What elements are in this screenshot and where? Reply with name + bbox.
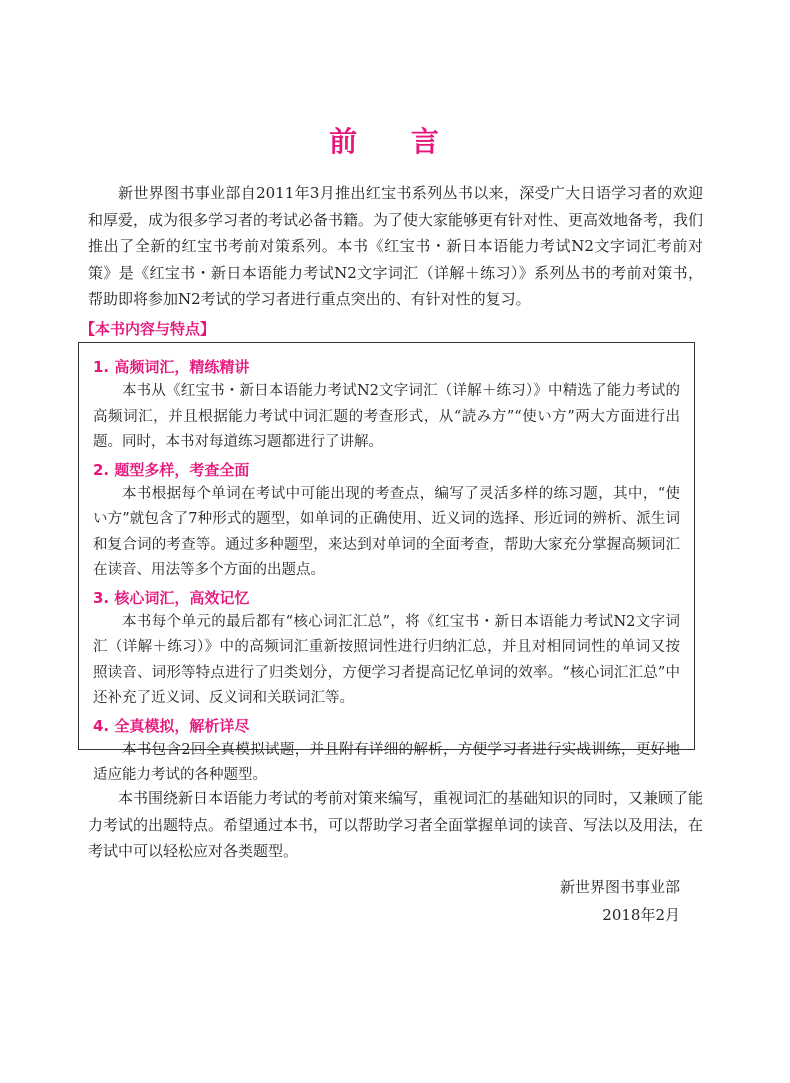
signature-organization: 新世界图书事业部	[559, 878, 680, 896]
intro-paragraph: 新世界图书事业部自2011年3月推出红宝书系列丛书以来，深受广大日语学习者的欢迎和厚爱，成为很多学习者的考试必备书籍。为了使大家能够更有针对性、更高效地备考，我们推出了全新的红宝书考前对策系列。本书《红宝书・新日本语能力考试N2文字词汇考前对策》是《红宝书・新日本语能力考试N2文字词汇（详解＋练习）》系列丛书的考前对策书，帮助即将参加N2考试的学习者进行重点突出的、有针对性的复习。	[88, 184, 704, 308]
closing-paragraph: 本书围绕新日本语能力考试的考前对策来编写，重视词汇的基础知识的同时，又兼顾了能力考试的出题特点。希望通过本书，可以帮助学习者全面掌握单词的读音、写法以及用法，在考试中可以轻松应对各类题型。	[88, 789, 704, 860]
section-label: 【本书内容与特点】	[80, 320, 216, 338]
page-title: 前 言	[329, 125, 461, 158]
feature-body: 本书根据每个单词在考试中可能出现的考查点，编写了灵活多样的练习题，其中，“使い方”就包含了7种形式的题型，如单词的正确使用、近义词的选择、形近词的辨析、派生词和复合词的考查等。通过多种题型，来达到对单词的全面考查，帮助大家充分掌握高频词汇在读音、用法等多个方面的出题点。	[93, 485, 680, 578]
feature-item	[93, 355, 680, 456]
feature-body: 本书包含2回全真模拟试题，并且附有详细的解析，方便学习者进行实战训练，更好地适应能力考试的各种题型。	[93, 741, 680, 783]
signature-date: 2018年2月	[602, 906, 680, 924]
feature-heading: 2. 题型多样，考查全面	[93, 460, 250, 479]
feature-heading: 4. 全真模拟，解析详尽	[93, 716, 250, 735]
feature-item	[93, 458, 680, 584]
feature-heading: 1. 高频词汇，精练精讲	[93, 358, 250, 376]
feature-item	[93, 714, 680, 789]
feature-body: 本书从《红宝书・新日本语能力考试N2文字词汇（详解＋练习）》中精选了能力考试的高频词汇，并且根据能力考试中词汇题的考查形式，从“読み方”“使い方”两大方面进行出题。同时，本书对每道练习题都进行了讲解。	[93, 383, 680, 450]
feature-item	[93, 586, 680, 712]
features-box	[78, 342, 695, 783]
feature-body: 本书每个单元的最后都有“核心词汇汇总”，将《红宝书・新日本语能力考试N2文字词汇（详解＋练习）》中的高频词汇重新按照词性进行归纳汇总，并且对相同词性的单词又按照读音、词形等特点进行了归类划分，方便学习者提高记忆单词的效率。“核心词汇汇总”中还补充了近义词、反义词和关联词汇等。	[93, 613, 680, 706]
feature-heading: 3. 核心词汇，高效记忆	[93, 588, 250, 607]
